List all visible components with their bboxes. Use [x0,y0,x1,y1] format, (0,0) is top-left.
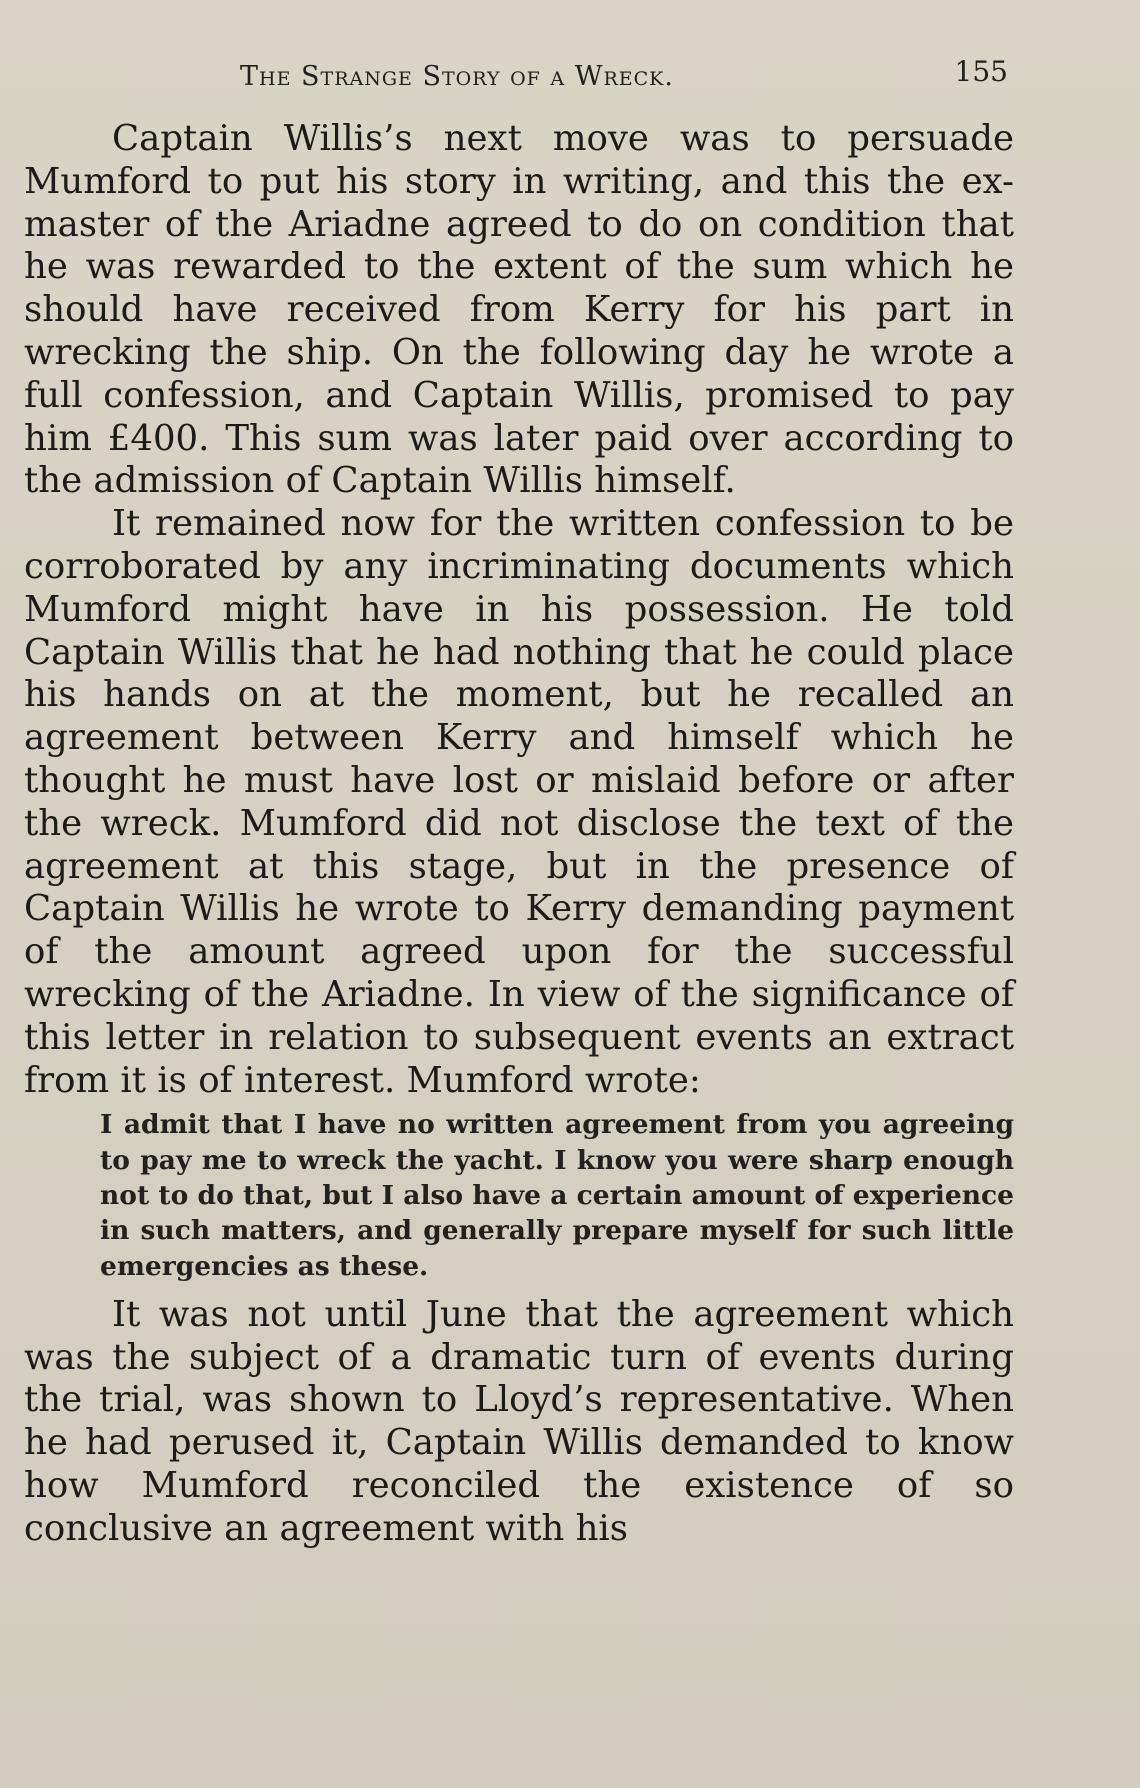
paragraph: It remained now for the written confession to be corroborated by any incriminating documents which Mumford might have in his possession. He told Captain Willis that he had nothing that he could place his hands on at the moment, but he recalled an agreement between Kerry and himself which he thought he must have lost or mislaid before or after the wreck. Mumford did not disclose the text of the agreement at this stage, but in the presence of Captain Willis he wrote to Kerry demanding payment of the amount agreed upon for the successful wrecking of the Ariadne. In view of the significance of this letter in relation to subsequent events an extract from it is of interest. Mumford wrote: [24,503,1014,1101]
paragraph: It was not until June that the agreement which was the subject of a dramatic turn of events during the trial, was shown to Lloyd’s representative. When he had perused it, Captain Willis demanded to know how Mumford reconciled the existence of so conclusive an agreement with his [24,1293,1014,1549]
paragraph: Captain Willis’s next move was to persuade Mumford to put his story in writing, and this the ex-master of the Ariadne agreed to do on condition that he was rewarded to the extent of the sum which he should have received from Kerry for his part in wrecking the ship. On the following day he wrote a full confession, and Captain Willis, promised to pay him £400. This sum was later paid over according to the admission of Captain Willis himself. [24,118,1014,502]
block-quote: I admit that I have no written agreement from you agreeing to pay me to wreck the yacht. I know you were sharp enough not to do that, but I also have a certain amount of experience in such matters, and generally prepare myself for such little emergencies as these. [100,1109,1014,1282]
body-text [24,118,1014,1551]
running-head [0,55,1140,105]
running-title: The Strange Story of a Wreck. [240,61,674,92]
page-number: 155 [954,55,1008,88]
